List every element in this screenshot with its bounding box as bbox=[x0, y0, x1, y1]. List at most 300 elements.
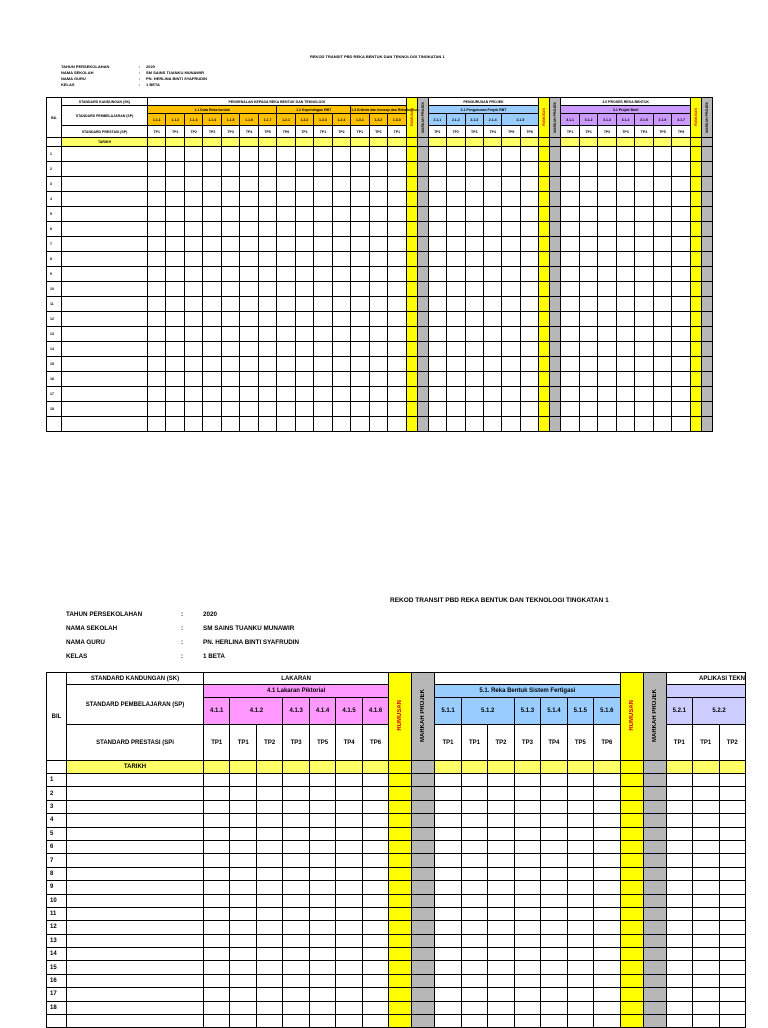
mark-cell bbox=[295, 357, 313, 372]
mark-cell bbox=[204, 894, 230, 907]
table-row bbox=[47, 854, 746, 867]
tp-cell-text: TP4 bbox=[489, 129, 496, 134]
mark-cell bbox=[616, 162, 634, 177]
mark-cell bbox=[719, 988, 746, 1001]
mark-cell bbox=[240, 372, 258, 387]
top-info-label: TAHUN PERSEKOLAHAN bbox=[61, 64, 110, 69]
table-cell bbox=[539, 207, 550, 222]
mark-cell bbox=[309, 934, 335, 947]
table-cell bbox=[691, 282, 702, 297]
mark-cell bbox=[520, 207, 538, 222]
table-cell bbox=[643, 961, 666, 974]
mark-cell bbox=[488, 961, 514, 974]
row-number bbox=[47, 974, 67, 987]
mark-cell bbox=[567, 948, 593, 961]
table-cell bbox=[417, 162, 428, 177]
rumusan-col-text: RUMUSAN bbox=[694, 108, 698, 126]
mark-cell bbox=[230, 867, 256, 880]
table-cell bbox=[691, 207, 702, 222]
mark-cell bbox=[203, 357, 221, 372]
sp-code-text: 4.1.6 bbox=[368, 708, 383, 714]
sp-code-text: 3.1.7 bbox=[677, 117, 685, 122]
row-number bbox=[47, 342, 62, 357]
row-number-text: 3 bbox=[50, 182, 52, 186]
tarikh-cell bbox=[666, 761, 692, 774]
mark-cell bbox=[388, 417, 406, 432]
mark-cell bbox=[369, 342, 387, 357]
student-name-cell bbox=[62, 297, 148, 312]
rumusan-col-text: RUMUSAN bbox=[397, 700, 404, 731]
mark-cell bbox=[336, 1001, 362, 1014]
row-number bbox=[47, 387, 62, 402]
mark-cell bbox=[461, 800, 487, 813]
mark-cell bbox=[483, 162, 501, 177]
table-cell bbox=[406, 372, 417, 387]
mark-cell bbox=[465, 417, 483, 432]
row-number bbox=[47, 988, 67, 1001]
table-cell bbox=[412, 854, 435, 867]
mark-cell bbox=[277, 372, 295, 387]
mark-cell bbox=[447, 282, 465, 297]
table-cell bbox=[620, 787, 643, 800]
mark-cell bbox=[719, 1001, 746, 1014]
mark-cell bbox=[283, 881, 309, 894]
sp-code bbox=[240, 114, 258, 126]
tp-cell-text: TP1 bbox=[673, 739, 685, 746]
sp-code bbox=[428, 114, 446, 126]
mark-cell bbox=[388, 342, 406, 357]
mark-cell bbox=[221, 162, 239, 177]
mark-cell bbox=[719, 1015, 746, 1028]
mark-cell bbox=[314, 342, 332, 357]
mark-cell bbox=[258, 372, 276, 387]
tarikh-cell bbox=[635, 138, 653, 147]
tarikh-cell bbox=[435, 761, 461, 774]
mark-cell bbox=[541, 907, 567, 920]
mark-cell bbox=[314, 417, 332, 432]
mark-cell bbox=[203, 147, 221, 162]
table-cell bbox=[550, 282, 561, 297]
tarikh-cell bbox=[616, 138, 634, 147]
mark-cell bbox=[653, 222, 671, 237]
mark-cell bbox=[635, 297, 653, 312]
table-cell bbox=[539, 312, 550, 327]
mark-cell bbox=[204, 774, 230, 787]
mark-cell bbox=[465, 222, 483, 237]
row-number bbox=[47, 282, 62, 297]
tp-cell bbox=[184, 126, 202, 138]
mark-cell bbox=[520, 252, 538, 267]
mark-cell bbox=[295, 402, 313, 417]
student-name-cell bbox=[67, 894, 204, 907]
mark-cell bbox=[666, 787, 692, 800]
tp-cell-text: TP2 bbox=[190, 129, 197, 134]
mark-cell bbox=[283, 827, 309, 840]
mark-cell bbox=[166, 162, 184, 177]
tp-cell bbox=[240, 126, 258, 138]
mark-cell bbox=[502, 357, 520, 372]
mark-cell bbox=[362, 827, 388, 840]
row-number bbox=[47, 921, 67, 934]
mark-cell bbox=[230, 774, 256, 787]
tarikh-cell bbox=[465, 138, 483, 147]
mark-cell bbox=[461, 934, 487, 947]
mark-cell bbox=[541, 854, 567, 867]
mark-cell bbox=[221, 402, 239, 417]
mark-cell bbox=[256, 881, 282, 894]
table-cell bbox=[389, 988, 412, 1001]
mark-cell bbox=[520, 297, 538, 312]
mark-cell bbox=[230, 988, 256, 1001]
tp-cell bbox=[336, 725, 362, 761]
mark-cell bbox=[483, 207, 501, 222]
mark-cell bbox=[336, 854, 362, 867]
tp-cell-text: TP3 bbox=[227, 129, 234, 134]
mark-cell bbox=[514, 800, 540, 813]
mark-cell bbox=[166, 417, 184, 432]
sp-code bbox=[483, 114, 501, 126]
table-cell bbox=[406, 162, 417, 177]
mark-cell bbox=[483, 417, 501, 432]
sp-code-text: 5.1.1 bbox=[441, 708, 455, 714]
student-name-cell bbox=[62, 357, 148, 372]
mark-cell bbox=[594, 894, 620, 907]
row-number-text: 4 bbox=[50, 817, 54, 824]
table-cell bbox=[389, 961, 412, 974]
table-cell bbox=[539, 297, 550, 312]
mark-cell bbox=[561, 312, 579, 327]
mark-cell bbox=[666, 814, 692, 827]
mark-cell bbox=[594, 881, 620, 894]
table-cell bbox=[389, 800, 412, 813]
mark-cell bbox=[594, 854, 620, 867]
table-cell bbox=[406, 387, 417, 402]
tarikh-cell bbox=[258, 138, 276, 147]
mark-cell bbox=[435, 961, 461, 974]
mark-cell bbox=[166, 147, 184, 162]
mark-cell bbox=[428, 402, 446, 417]
table-cell bbox=[643, 774, 666, 787]
mark-cell bbox=[148, 222, 166, 237]
mark-cell bbox=[672, 342, 691, 357]
tp-cell-text: TP4 bbox=[343, 739, 355, 746]
student-name-cell bbox=[67, 934, 204, 947]
tarikh-cell bbox=[309, 761, 335, 774]
mark-cell bbox=[598, 357, 616, 372]
mark-cell bbox=[435, 881, 461, 894]
mark-cell bbox=[435, 800, 461, 813]
mark-cell bbox=[594, 1001, 620, 1014]
mark-cell bbox=[461, 921, 487, 934]
mark-cell bbox=[258, 237, 276, 252]
mark-cell bbox=[561, 237, 579, 252]
row-number bbox=[47, 854, 67, 867]
mark-cell bbox=[666, 1001, 692, 1014]
mark-cell bbox=[351, 327, 369, 342]
bottom-info-label: NAMA GURU bbox=[66, 639, 105, 646]
sp-code bbox=[447, 114, 465, 126]
mark-cell bbox=[336, 1015, 362, 1028]
student-name-cell bbox=[67, 774, 204, 787]
mark-cell bbox=[203, 327, 221, 342]
mark-cell bbox=[230, 907, 256, 920]
mark-cell bbox=[230, 1015, 256, 1028]
bottom-info-label: KELAS bbox=[66, 653, 88, 660]
student-name-cell bbox=[67, 827, 204, 840]
table-cell bbox=[389, 854, 412, 867]
mark-cell bbox=[514, 961, 540, 974]
mark-cell bbox=[514, 854, 540, 867]
row-number-text: 7 bbox=[50, 242, 52, 246]
mark-cell bbox=[435, 867, 461, 880]
mark-cell bbox=[672, 162, 691, 177]
top-info-value: SM SAINS TUANKU MUNAWIR bbox=[146, 70, 204, 75]
row-number-text: 6 bbox=[50, 844, 54, 851]
row-number-text: 15 bbox=[50, 362, 54, 366]
mark-cell bbox=[465, 267, 483, 282]
mark-cell bbox=[240, 147, 258, 162]
mark-cell bbox=[283, 814, 309, 827]
mark-cell bbox=[351, 312, 369, 327]
mark-cell bbox=[461, 787, 487, 800]
mark-cell bbox=[447, 357, 465, 372]
table-cell bbox=[389, 907, 412, 920]
mark-cell bbox=[502, 177, 520, 192]
mark-cell bbox=[295, 222, 313, 237]
mark-cell bbox=[541, 1015, 567, 1028]
mark-cell bbox=[435, 854, 461, 867]
tp-cell-text: TP4 bbox=[548, 739, 560, 746]
mark-cell bbox=[520, 177, 538, 192]
tp-cell bbox=[461, 725, 487, 761]
sp-group-text: 1.3 Kriteria dan konsep dan Reka bentuk bbox=[351, 107, 419, 112]
table-cell bbox=[389, 881, 412, 894]
tarikh-cell bbox=[184, 138, 202, 147]
row-number-text: 7 bbox=[50, 857, 54, 864]
mark-cell bbox=[428, 207, 446, 222]
tarikh-cell bbox=[295, 138, 313, 147]
mark-cell bbox=[428, 162, 446, 177]
row-number bbox=[47, 147, 62, 162]
mark-cell bbox=[483, 237, 501, 252]
mark-cell bbox=[336, 800, 362, 813]
tarikh-cell bbox=[256, 761, 282, 774]
mark-cell bbox=[488, 907, 514, 920]
mark-cell bbox=[616, 372, 634, 387]
table-cell bbox=[702, 417, 713, 432]
table-cell bbox=[643, 867, 666, 880]
table-cell bbox=[702, 342, 713, 357]
student-name-cell bbox=[67, 974, 204, 987]
markah-col bbox=[643, 673, 666, 761]
mark-cell bbox=[567, 840, 593, 853]
mark-cell bbox=[567, 1015, 593, 1028]
mark-cell bbox=[435, 814, 461, 827]
mark-cell bbox=[561, 282, 579, 297]
mark-cell bbox=[295, 387, 313, 402]
tarikh-cell bbox=[447, 138, 465, 147]
tarikh-cell bbox=[693, 761, 719, 774]
table-row bbox=[47, 282, 713, 297]
mark-cell bbox=[447, 237, 465, 252]
mark-cell bbox=[221, 252, 239, 267]
mark-cell bbox=[277, 237, 295, 252]
mark-cell bbox=[295, 372, 313, 387]
table-row bbox=[47, 147, 713, 162]
mark-cell bbox=[461, 867, 487, 880]
top-info-label: KELAS bbox=[61, 82, 75, 87]
mark-cell bbox=[184, 342, 202, 357]
tp-cell bbox=[435, 725, 461, 761]
tp-cell bbox=[203, 126, 221, 138]
mark-cell bbox=[332, 417, 350, 432]
mark-cell bbox=[520, 387, 538, 402]
mark-cell bbox=[332, 267, 350, 282]
mark-cell bbox=[332, 297, 350, 312]
bil-blank bbox=[47, 138, 62, 147]
mark-cell bbox=[693, 800, 719, 813]
mark-cell bbox=[221, 327, 239, 342]
mark-cell bbox=[230, 787, 256, 800]
mark-cell bbox=[461, 1015, 487, 1028]
sp-code-text: 3.1.5 bbox=[640, 117, 648, 122]
table-row bbox=[47, 357, 713, 372]
mark-cell bbox=[447, 147, 465, 162]
mark-cell bbox=[336, 921, 362, 934]
table-cell bbox=[539, 162, 550, 177]
mark-cell bbox=[447, 402, 465, 417]
sp-code bbox=[295, 114, 313, 126]
sk-label bbox=[67, 673, 204, 685]
mark-cell bbox=[488, 988, 514, 1001]
sp-group bbox=[435, 685, 620, 698]
mark-cell bbox=[428, 177, 446, 192]
mark-cell bbox=[520, 372, 538, 387]
student-name-cell bbox=[62, 342, 148, 357]
sp-code-text: 1.1.4 bbox=[208, 117, 217, 122]
table-cell bbox=[691, 162, 702, 177]
mark-cell bbox=[502, 402, 520, 417]
mark-cell bbox=[240, 357, 258, 372]
mark-cell bbox=[666, 934, 692, 947]
mark-cell bbox=[277, 267, 295, 282]
table-cell bbox=[550, 372, 561, 387]
table-row bbox=[47, 787, 746, 800]
tp-cell bbox=[204, 725, 230, 761]
tarikh-label-text: TARIKH bbox=[123, 764, 147, 770]
table-cell bbox=[412, 934, 435, 947]
mark-cell bbox=[483, 342, 501, 357]
mark-cell bbox=[465, 357, 483, 372]
mark-cell bbox=[594, 827, 620, 840]
mark-cell bbox=[240, 222, 258, 237]
mark-cell bbox=[541, 774, 567, 787]
mark-cell bbox=[240, 252, 258, 267]
mark-cell bbox=[465, 162, 483, 177]
mark-cell bbox=[465, 372, 483, 387]
mark-cell bbox=[332, 237, 350, 252]
bil-header bbox=[47, 98, 62, 138]
mark-cell bbox=[314, 192, 332, 207]
tp-cell bbox=[258, 126, 276, 138]
table-cell bbox=[702, 162, 713, 177]
table-cell bbox=[702, 252, 713, 267]
sp-code-text: 5.1.5 bbox=[573, 708, 588, 714]
row-number-text: 1 bbox=[50, 152, 52, 156]
tp-cell bbox=[719, 725, 746, 761]
table-cell bbox=[412, 921, 435, 934]
mark-cell bbox=[666, 1015, 692, 1028]
mark-cell bbox=[388, 357, 406, 372]
mark-cell bbox=[166, 207, 184, 222]
mark-cell bbox=[666, 774, 692, 787]
sp-code-text: 2.1.1 bbox=[433, 117, 442, 122]
mark-cell bbox=[332, 402, 350, 417]
mark-cell bbox=[666, 894, 692, 907]
sp-label-text: STANDARD PEMBELAJARAN (SP) bbox=[75, 113, 134, 118]
tp-cell bbox=[561, 126, 579, 138]
table-cell bbox=[412, 1001, 435, 1014]
mark-cell bbox=[332, 357, 350, 372]
mark-cell bbox=[616, 327, 634, 342]
mark-cell bbox=[693, 814, 719, 827]
sp-code-text: 1.3.3 bbox=[392, 117, 401, 122]
mark-cell bbox=[541, 827, 567, 840]
table-cell bbox=[691, 222, 702, 237]
sp-code bbox=[336, 698, 362, 725]
tarikh-cell bbox=[283, 761, 309, 774]
markah-col bbox=[550, 98, 561, 138]
top-info-label: NAMA GURU bbox=[61, 76, 86, 81]
row-number-text: 5 bbox=[50, 830, 54, 837]
mark-cell bbox=[148, 282, 166, 297]
mark-cell bbox=[693, 921, 719, 934]
mark-cell bbox=[369, 417, 387, 432]
mark-cell bbox=[428, 342, 446, 357]
student-name-cell bbox=[67, 1001, 204, 1014]
mark-cell bbox=[579, 327, 597, 342]
mark-cell bbox=[514, 894, 540, 907]
mark-cell bbox=[295, 207, 313, 222]
mark-cell bbox=[148, 147, 166, 162]
row-number-text: 15 bbox=[50, 964, 57, 971]
mark-cell bbox=[362, 907, 388, 920]
table-cell bbox=[539, 147, 550, 162]
mark-cell bbox=[369, 327, 387, 342]
table-row bbox=[47, 1015, 746, 1028]
mark-cell bbox=[520, 267, 538, 282]
top-info-value: 1 BETA bbox=[146, 82, 160, 87]
mark-cell bbox=[514, 907, 540, 920]
tp-cell-text: TP5 bbox=[659, 129, 666, 134]
mark-cell bbox=[256, 894, 282, 907]
mark-cell bbox=[203, 417, 221, 432]
row-number bbox=[47, 1001, 67, 1014]
mark-cell bbox=[561, 297, 579, 312]
table-cell bbox=[643, 1015, 666, 1028]
sp-code-text: 5.2.2 bbox=[712, 708, 726, 714]
table-cell bbox=[691, 192, 702, 207]
mark-cell bbox=[295, 192, 313, 207]
row-number-text: 6 bbox=[50, 227, 52, 231]
mark-cell bbox=[541, 867, 567, 880]
mark-cell bbox=[428, 327, 446, 342]
tp-cell bbox=[693, 725, 719, 761]
tp-cell-text: TP1 bbox=[301, 129, 308, 134]
rumusan-col-text: RUMUSAN bbox=[542, 108, 547, 126]
mark-cell bbox=[314, 207, 332, 222]
bottom-info-value: PN. HERLINA BINTI SYAFRUDIN bbox=[203, 639, 300, 646]
